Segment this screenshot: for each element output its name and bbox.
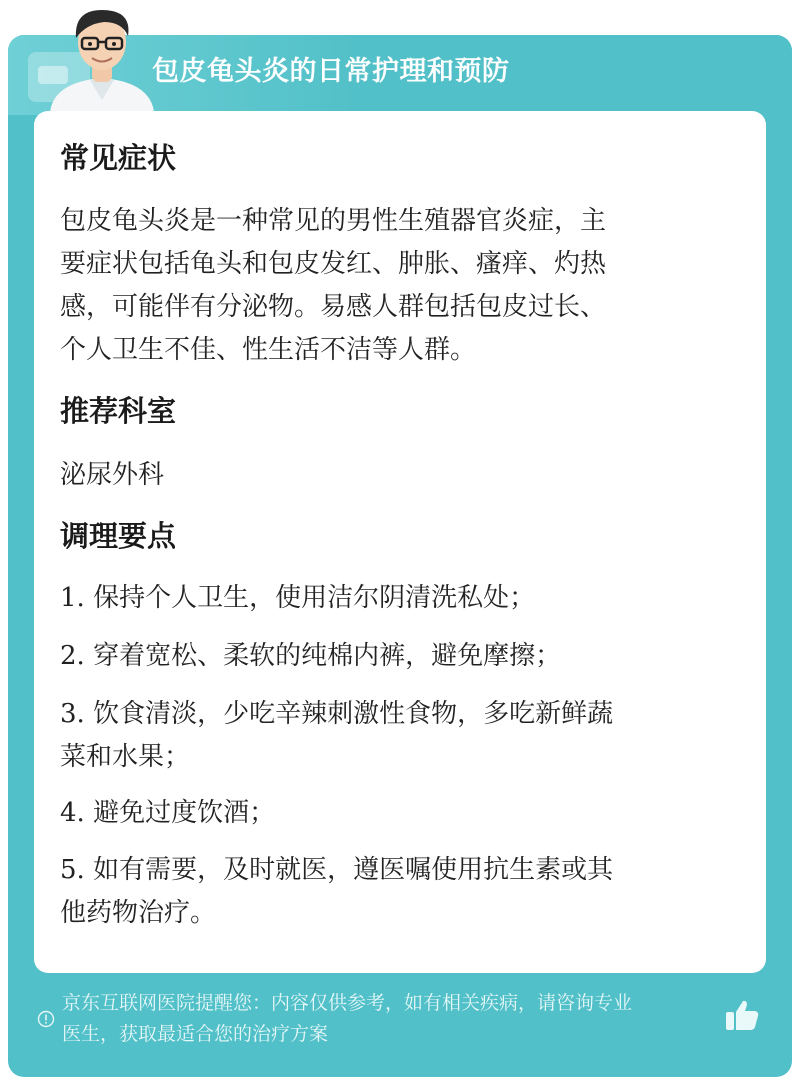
disclaimer-line: 医生，获取最适合您的治疗方案 [62, 1023, 329, 1045]
care-item-number: 1. [60, 583, 85, 613]
care-item-text: 如有需要，及时就医，遵医嘱使用抗生素或其 [93, 855, 614, 885]
symptoms-heading: 常见症状 [60, 141, 177, 175]
care-item-text: 饮食清淡，少吃辛辣刺激性食物，多吃新鲜蔬 [93, 699, 614, 729]
care-item [60, 849, 740, 935]
care-item-text: 穿着宽松、柔软的纯棉内裤，避免摩擦； [93, 641, 562, 671]
disclaimer-line: 京东互联网医院提醒您：内容仅供参考，如有相关疾病，请咨询专业 [62, 992, 633, 1014]
care-item [60, 693, 740, 779]
info-icon [37, 1010, 55, 1028]
care-item [60, 792, 740, 835]
care-item-number: 3. [60, 699, 85, 729]
care-item [60, 577, 740, 620]
care-item [60, 635, 740, 678]
symptoms-line: 个人卫生不佳、性生活不洁等人群。 [60, 335, 477, 365]
care-heading: 调理要点 [60, 519, 177, 553]
care-item-text: 菜和水果； [60, 742, 191, 772]
symptoms-line: 要症状包括龟头和包皮发红、肿胀、瘙痒、灼热 [60, 249, 607, 279]
thumbs-up-icon[interactable] [724, 998, 760, 1032]
care-item-text: 他药物治疗。 [60, 898, 217, 928]
symptoms-text [60, 200, 740, 372]
doctor-avatar [42, 0, 162, 112]
care-item-number: 5. [60, 855, 85, 885]
symptoms-line: 感，可能伴有分泌物。易感人群包括包皮过长、 [60, 292, 607, 322]
care-item-text: 保持个人卫生，使用洁尔阴清洗私处； [93, 583, 536, 613]
page-title: 包皮龟头炎的日常护理和预防 [152, 56, 510, 87]
symptoms-line: 包皮龟头炎是一种常见的男性生殖器官炎症，主 [60, 206, 607, 236]
content-panel [34, 111, 766, 973]
disclaimer [62, 988, 724, 1050]
care-item-number: 4. [60, 798, 85, 828]
department-value: 泌尿外科 [60, 460, 165, 490]
care-item-text: 避免过度饮酒； [93, 798, 276, 828]
care-item-number: 2. [60, 641, 85, 671]
department-heading: 推荐科室 [60, 394, 177, 428]
